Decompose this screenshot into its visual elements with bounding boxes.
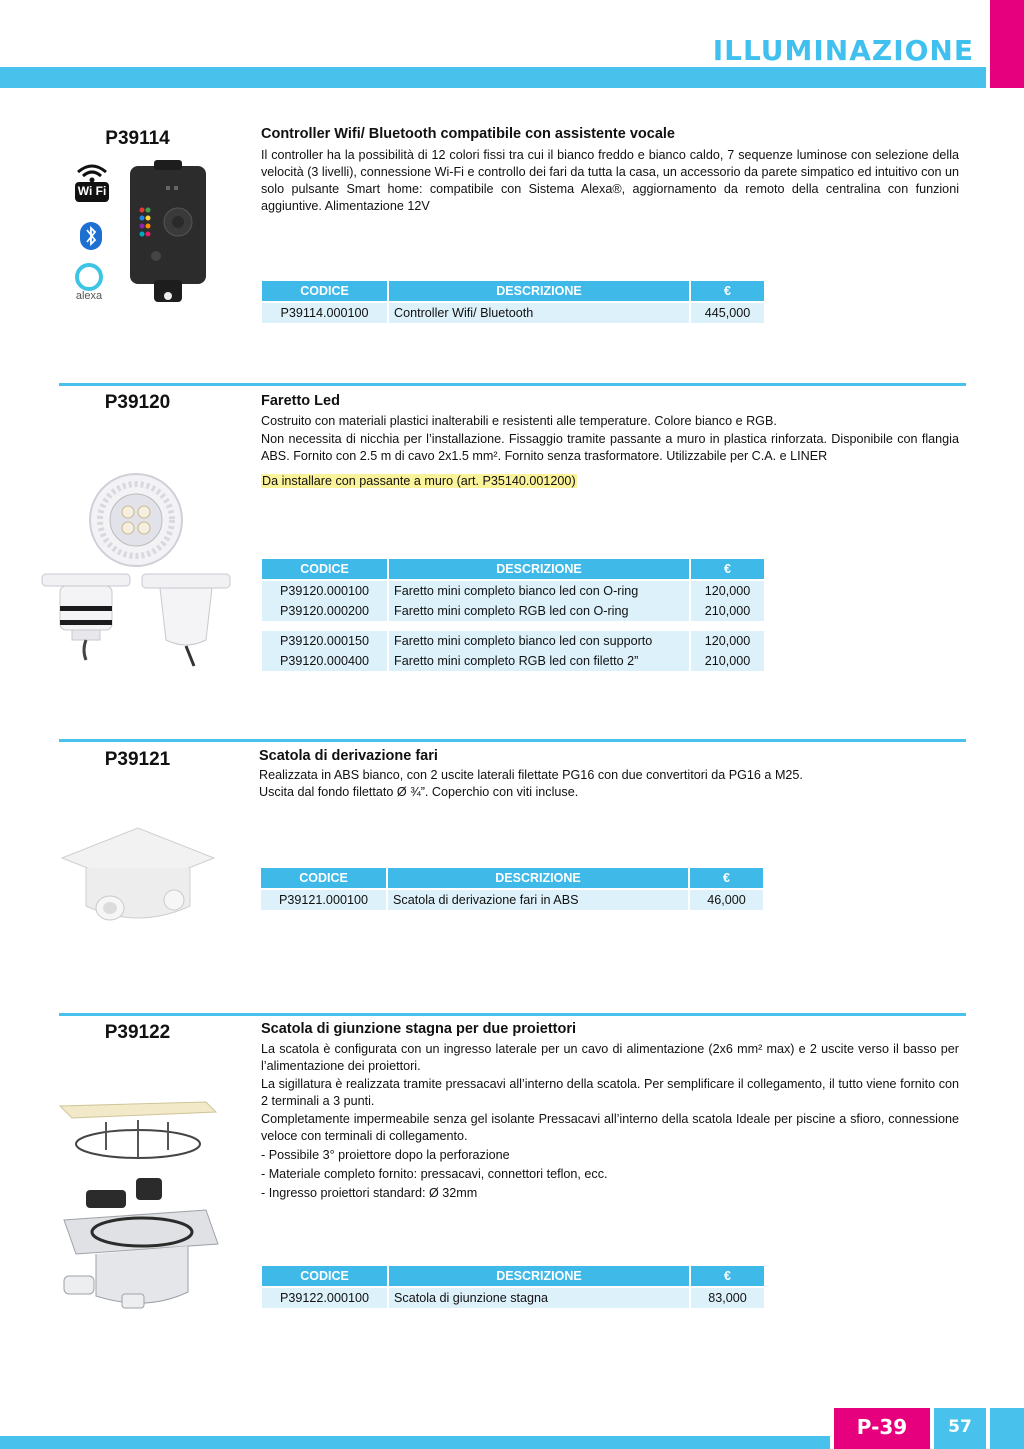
cell-description: Scatola di giunzione stagna bbox=[387, 1288, 689, 1308]
header-bar bbox=[0, 67, 986, 88]
description-paragraph: Non necessita di nicchia per l’installazione. Fissaggio tramite passante a muro in plastica rinforzata. Disponibile con flangia ABS. Fornito con 2.5 m di cavo 2x1.5 mm². Fornito senza trasformatore. Utilizzabile per C.A. e LINER bbox=[261, 432, 959, 463]
cell-description: Faretto mini completo bianco led con supporto bbox=[387, 631, 689, 651]
cell-price: 46,000 bbox=[688, 890, 763, 910]
led-spotlight-image bbox=[86, 470, 186, 570]
price-table bbox=[262, 559, 764, 671]
product-description bbox=[261, 1041, 959, 1202]
description-paragraph: Uscita dal fondo filettato Ø ¾”. Coperchio con viti incluse. bbox=[259, 785, 579, 799]
page-section-title: ILLUMINAZIONE bbox=[712, 34, 974, 67]
cell-description: Controller Wifi/ Bluetooth bbox=[387, 303, 689, 323]
cell-code: P39114.000100 bbox=[262, 303, 387, 323]
cell-description: Scatola di derivazione fari in ABS bbox=[386, 890, 688, 910]
product-description bbox=[261, 413, 959, 465]
product-name: Scatola di giunzione stagna per due proiettori bbox=[261, 1021, 577, 1037]
cell-price: 210,000 bbox=[689, 651, 764, 671]
table-row bbox=[262, 601, 764, 621]
price-table bbox=[261, 868, 763, 910]
description-paragraph: Il controller ha la possibilità di 12 colori fissi tra cui il bianco freddo e bianco caldo, 7 sequenze luminose con selezione della velocità (3 livelli), connessione Wi-Fi e controllo dei fari da tutta la casa, un accessorio da parete simpatico ed intuitivo con un solo pulsante Smart home: compatibile con Sistema Alexa®, aggiornamento da remoto della centralina con funzioni aggiuntive. Alimentazione 12V bbox=[261, 148, 959, 213]
product-name: Faretto Led bbox=[261, 393, 340, 409]
product-name: Scatola di derivazione fari bbox=[259, 748, 438, 764]
description-paragraph: - Materiale completo fornito: pressacavi, connettori teflon, ecc. bbox=[261, 1167, 608, 1181]
product-description bbox=[259, 767, 957, 801]
header-price: € bbox=[689, 559, 764, 579]
cell-description: Faretto mini completo bianco led con O-ring bbox=[387, 581, 689, 601]
section-page-tab: P-39 bbox=[834, 1408, 930, 1449]
cell-price: 83,000 bbox=[689, 1288, 764, 1308]
page-number: 57 bbox=[934, 1408, 986, 1449]
header-descrizione: DESCRIZIONE bbox=[387, 1266, 689, 1286]
header-descrizione: DESCRIZIONE bbox=[387, 559, 689, 579]
alexa-label: alexa bbox=[75, 290, 103, 302]
table-row bbox=[262, 651, 764, 671]
wifi-icon bbox=[72, 160, 112, 206]
description-paragraph: La scatola è configurata con un ingresso laterale per un cavo di alimentazione (2x6 mm² max) e 2 uscite verso il basso per l’alimentazione dei proiettori. bbox=[261, 1042, 959, 1073]
description-paragraph: Realizzata in ABS bianco, con 2 uscite laterali filettate PG16 con due convertitori da PG16 a M25. bbox=[259, 768, 803, 782]
footer-accent-strip bbox=[990, 1408, 1024, 1449]
product-name: Controller Wifi/ Bluetooth compatibile con assistente vocale bbox=[261, 126, 675, 142]
section-divider bbox=[59, 739, 966, 742]
cell-price: 210,000 bbox=[689, 601, 764, 621]
table-row bbox=[262, 1288, 764, 1308]
sealed-junction-box-image bbox=[56, 1100, 222, 1310]
table-row bbox=[262, 581, 764, 601]
header-codice: CODICE bbox=[261, 868, 386, 888]
product-description bbox=[261, 147, 959, 215]
product-code-title: P39122 bbox=[104, 1022, 171, 1043]
wifi-label: Wi Fi bbox=[77, 184, 107, 198]
table-header-row bbox=[262, 281, 764, 301]
table-row bbox=[262, 631, 764, 651]
header-accent-strip bbox=[990, 0, 1024, 88]
description-paragraph: La sigillatura è realizzata tramite pressacavi all’interno della scatola. Per semplificare il collegamento, il tutto viene fornito con 2 terminali a 3 punti. bbox=[261, 1077, 959, 1108]
header-price: € bbox=[689, 281, 764, 301]
cell-price: 445,000 bbox=[689, 303, 764, 323]
spotlight-oring-image bbox=[40, 570, 132, 662]
cell-code: P39120.000100 bbox=[262, 581, 387, 601]
product-code-title: P39120 bbox=[104, 392, 171, 413]
header-codice: CODICE bbox=[262, 1266, 387, 1286]
header-price: € bbox=[688, 868, 763, 888]
cell-code: P39122.000100 bbox=[262, 1288, 387, 1308]
cell-price: 120,000 bbox=[689, 631, 764, 651]
product-code-title: P39114 bbox=[105, 128, 170, 149]
junction-box-image bbox=[58, 826, 218, 936]
table-header-row bbox=[262, 1266, 764, 1286]
cell-description: Faretto mini completo RGB led con O-ring bbox=[387, 601, 689, 621]
bluetooth-icon bbox=[80, 222, 102, 250]
table-header-row bbox=[262, 559, 764, 579]
footer-bar bbox=[0, 1436, 830, 1449]
controller-device-image bbox=[118, 160, 218, 305]
cell-code: P39120.000150 bbox=[262, 631, 387, 651]
section-divider bbox=[59, 383, 966, 386]
cell-code: P39121.000100 bbox=[261, 890, 386, 910]
cell-code: P39120.000400 bbox=[262, 651, 387, 671]
table-header-row bbox=[261, 868, 763, 888]
price-table bbox=[262, 281, 764, 323]
installation-note: Da installare con passante a muro (art. P35140.001200) bbox=[262, 474, 576, 488]
description-paragraph: - Possibile 3° proiettore dopo la perforazione bbox=[261, 1148, 510, 1162]
header-codice: CODICE bbox=[262, 559, 387, 579]
header-codice: CODICE bbox=[262, 281, 387, 301]
table-row bbox=[261, 890, 763, 910]
price-table bbox=[262, 1266, 764, 1308]
description-paragraph: Costruito con materiali plastici inalterabili e resistenti alle temperature. Colore bianco e RGB. bbox=[261, 414, 777, 428]
header-descrizione: DESCRIZIONE bbox=[387, 281, 689, 301]
table-row bbox=[262, 303, 764, 323]
cell-description: Faretto mini completo RGB led con filetto 2” bbox=[387, 651, 689, 671]
header-price: € bbox=[689, 1266, 764, 1286]
description-paragraph: - Ingresso proiettori standard: Ø 32mm bbox=[261, 1186, 478, 1200]
description-paragraph: Completamente impermeabile senza gel isolante Pressacavi all’interno della scatola Ideale per piscine a sfioro, connessione veloce con terminali di collegamento. bbox=[261, 1112, 959, 1143]
product-code-title: P39121 bbox=[104, 749, 171, 770]
spotlight-support-image bbox=[140, 570, 232, 668]
header-descrizione: DESCRIZIONE bbox=[386, 868, 688, 888]
alexa-icon bbox=[74, 262, 104, 292]
cell-code: P39120.000200 bbox=[262, 601, 387, 621]
section-divider bbox=[59, 1013, 966, 1016]
cell-price: 120,000 bbox=[689, 581, 764, 601]
